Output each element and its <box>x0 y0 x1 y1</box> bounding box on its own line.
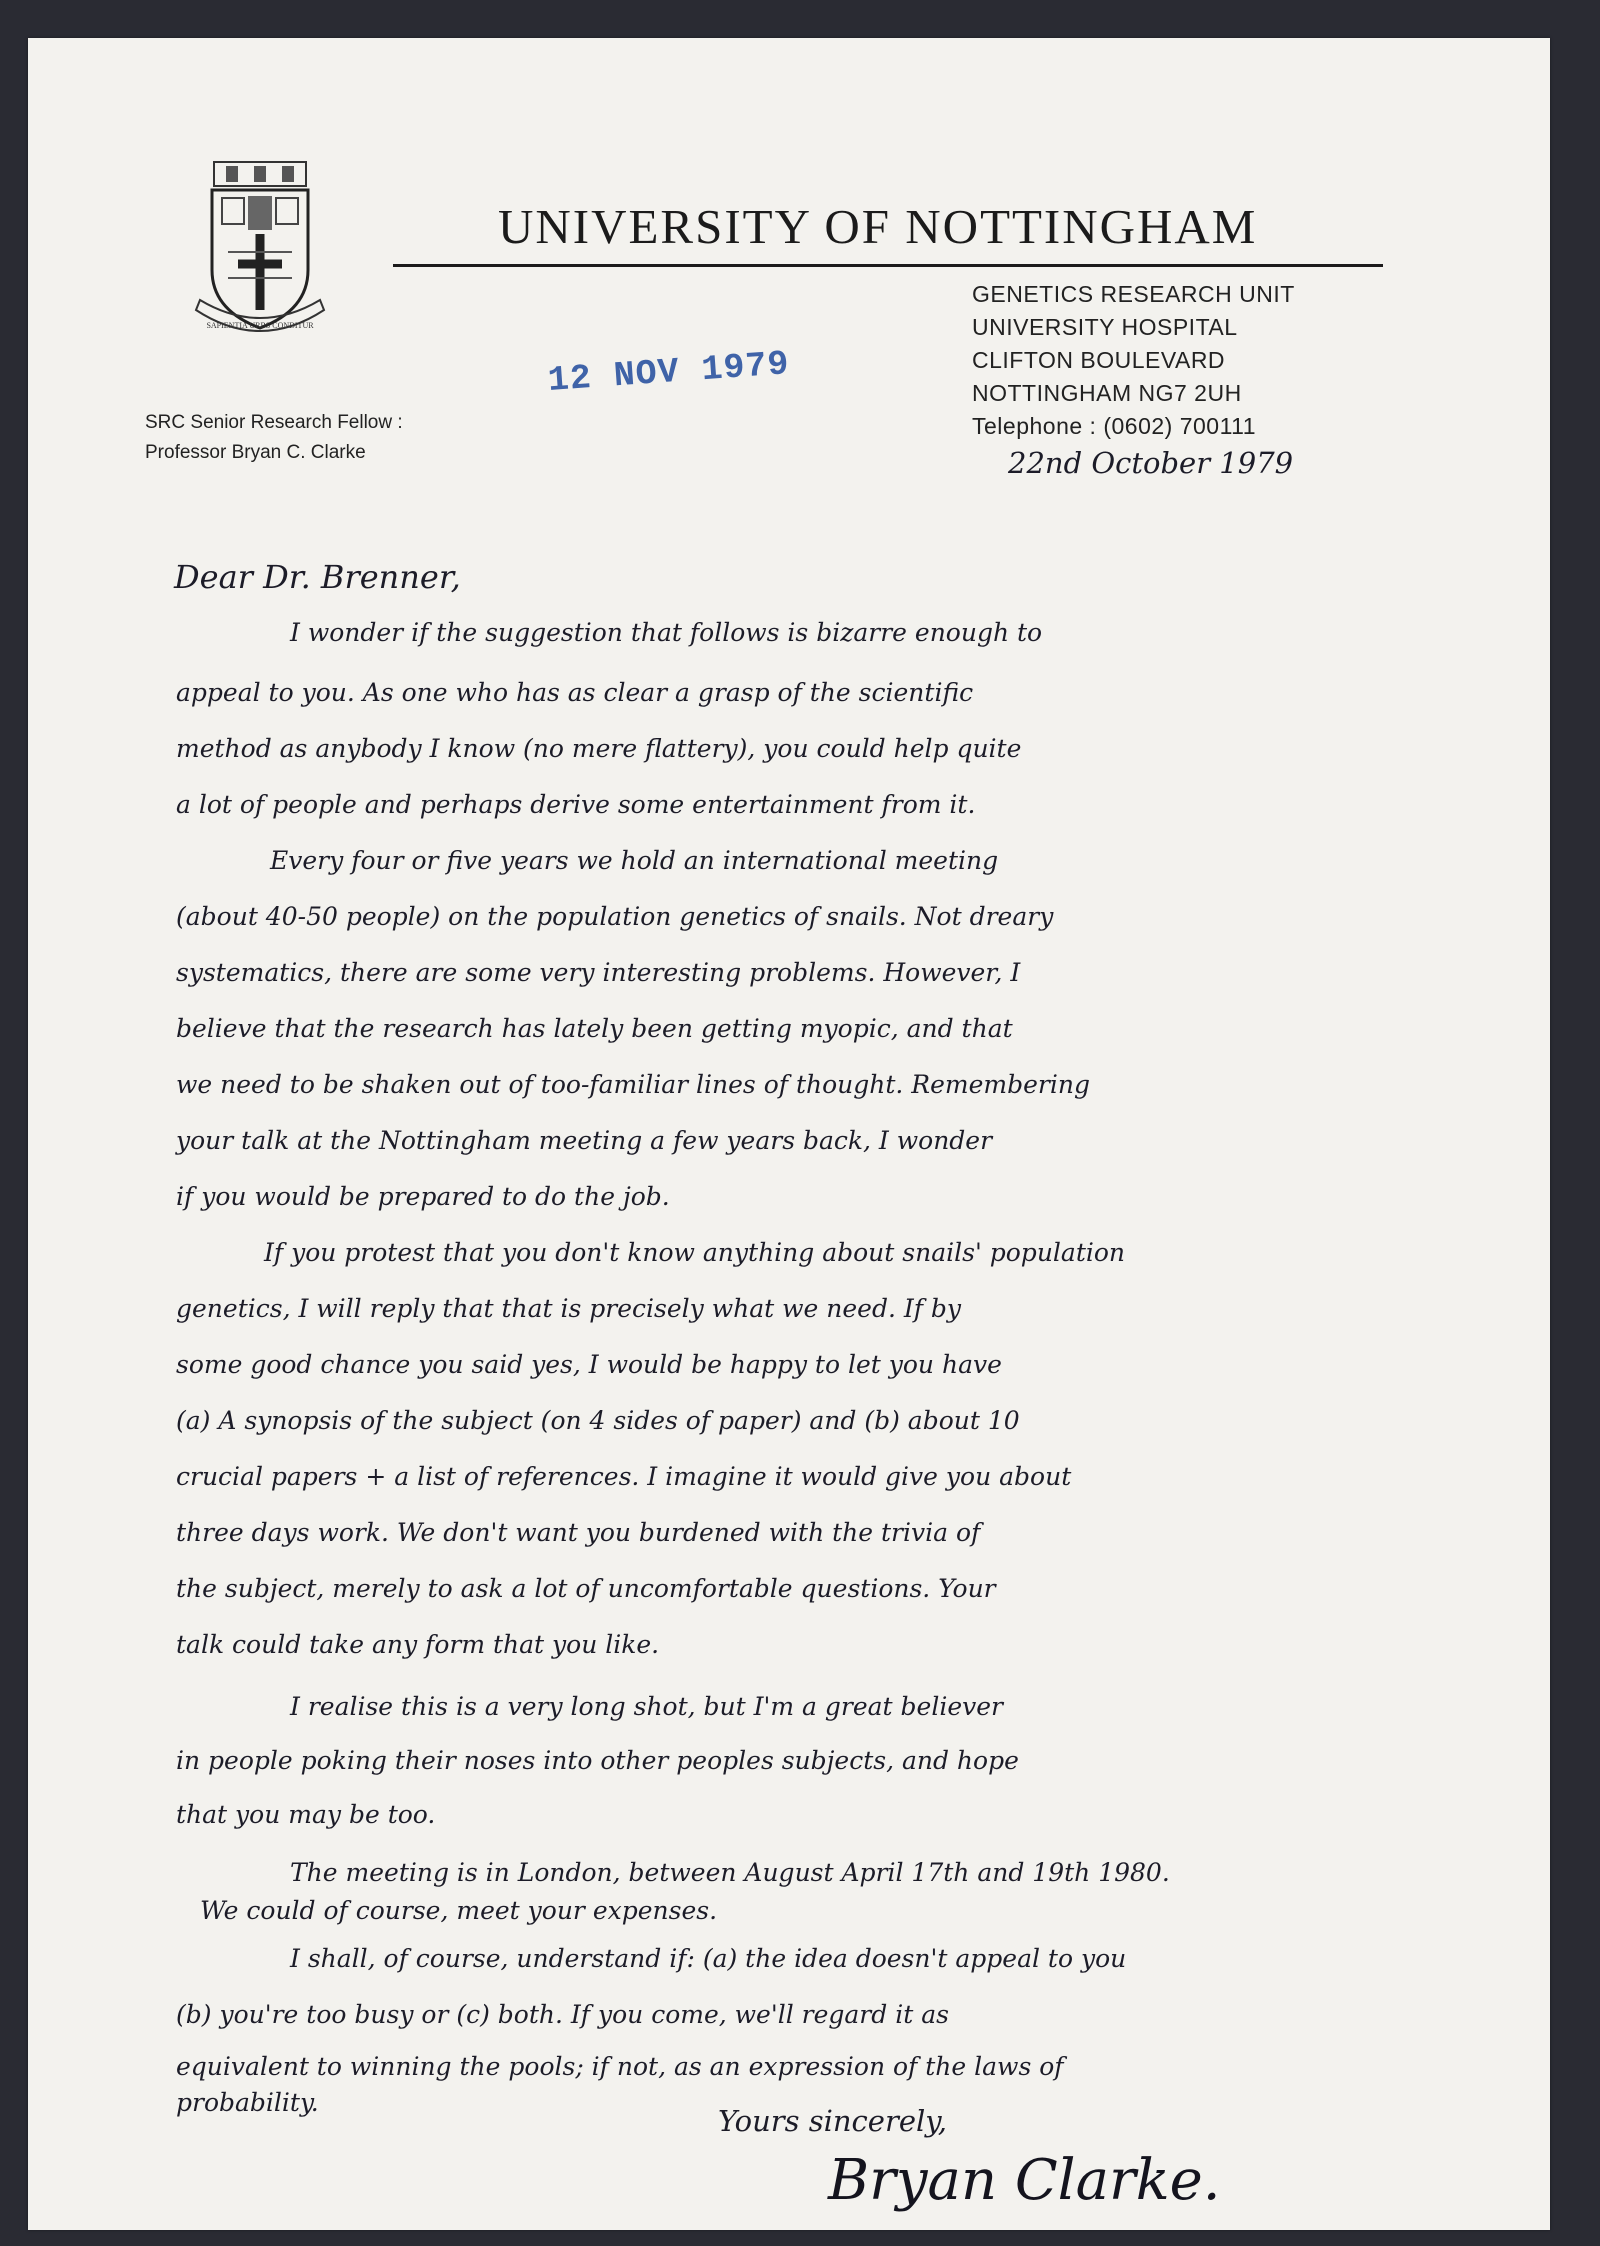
body-line: (a) A synopsis of the subject (on 4 sides of paper) and (b) about 10 <box>176 1406 1020 1435</box>
university-name: UNIVERSITY OF NOTTINGHAM <box>498 199 1258 254</box>
body-line: three days work. We don't want you burdened with the trivia of <box>176 1518 981 1547</box>
fellow-title: SRC Senior Research Fellow : <box>145 412 403 433</box>
body-line: We could of course, meet your expenses. <box>200 1896 718 1925</box>
body-line: in people poking their noses into other peoples subjects, and hope <box>176 1746 1019 1775</box>
signature: Bryan Clarke. <box>828 2148 1221 2213</box>
received-date-stamp: 12 NOV 1979 <box>546 344 791 401</box>
letter-sheet <box>28 38 1550 2230</box>
fellow-name: Professor Bryan C. Clarke <box>145 442 366 463</box>
body-line: probability. <box>176 2088 319 2117</box>
body-line: I shall, of course, understand if: (a) the idea doesn't appeal to you <box>290 1944 1127 1973</box>
body-line: method as anybody I know (no mere flattery), you could help quite <box>176 734 1022 763</box>
address-line: CLIFTON BOULEVARD <box>972 347 1226 373</box>
address-line: UNIVERSITY HOSPITAL <box>972 314 1238 340</box>
body-line: some good chance you said yes, I would be happy to let you have <box>176 1350 1002 1379</box>
body-line: I wonder if the suggestion that follows is bizarre enough to <box>290 618 1043 647</box>
body-line: (about 40-50 people) on the population genetics of snails. Not dreary <box>176 902 1054 931</box>
address-line: GENETICS RESEARCH UNIT <box>972 281 1295 307</box>
body-line: The meeting is in London, between August April 17th and 19th 1980. <box>290 1858 1170 1887</box>
body-line: a lot of people and perhaps derive some entertainment from it. <box>176 790 976 819</box>
body-line: if you would be prepared to do the job. <box>176 1182 670 1211</box>
body-line: we need to be shaken out of too-familiar lines of thought. Remembering <box>176 1070 1090 1099</box>
crest-motto: SAPIENTIA URBS CONDITUR <box>206 321 314 330</box>
letter-date: 22nd October 1979 <box>1008 446 1294 480</box>
body-line: crucial papers + a list of references. I imagine it would give you about <box>176 1462 1072 1491</box>
body-line: the subject, merely to ask a lot of uncomfortable questions. Your <box>176 1574 996 1603</box>
body-line: that you may be too. <box>176 1800 436 1829</box>
body-line: equivalent to winning the pools; if not, as an expression of the laws of <box>176 2052 1064 2081</box>
body-line: talk could take any form that you like. <box>176 1630 660 1659</box>
body-line: (b) you're too busy or (c) both. If you come, we'll regard it as <box>176 2000 949 2029</box>
body-line: Every four or five years we hold an international meeting <box>270 846 999 875</box>
body-line: believe that the research has lately been getting myopic, and that <box>176 1014 1013 1043</box>
body-line: your talk at the Nottingham meeting a few years back, I wonder <box>176 1126 993 1155</box>
letter-body <box>28 38 1550 2230</box>
salutation: Dear Dr. Brenner, <box>174 558 461 596</box>
body-line: I realise this is a very long shot, but I'm a great believer <box>290 1692 1003 1721</box>
body-line: systematics, there are some very interesting problems. However, I <box>176 958 1021 987</box>
address-line: NOTTINGHAM NG7 2UH <box>972 380 1242 406</box>
body-line: appeal to you. As one who has as clear a grasp of the scientific <box>176 678 974 707</box>
telephone-line: Telephone : (0602) 700111 <box>972 413 1257 439</box>
closing: Yours sincerely, <box>718 2104 948 2138</box>
body-line: If you protest that you don't know anything about snails' population <box>264 1238 1126 1267</box>
body-line: genetics, I will reply that that is precisely what we need. If by <box>176 1294 962 1323</box>
